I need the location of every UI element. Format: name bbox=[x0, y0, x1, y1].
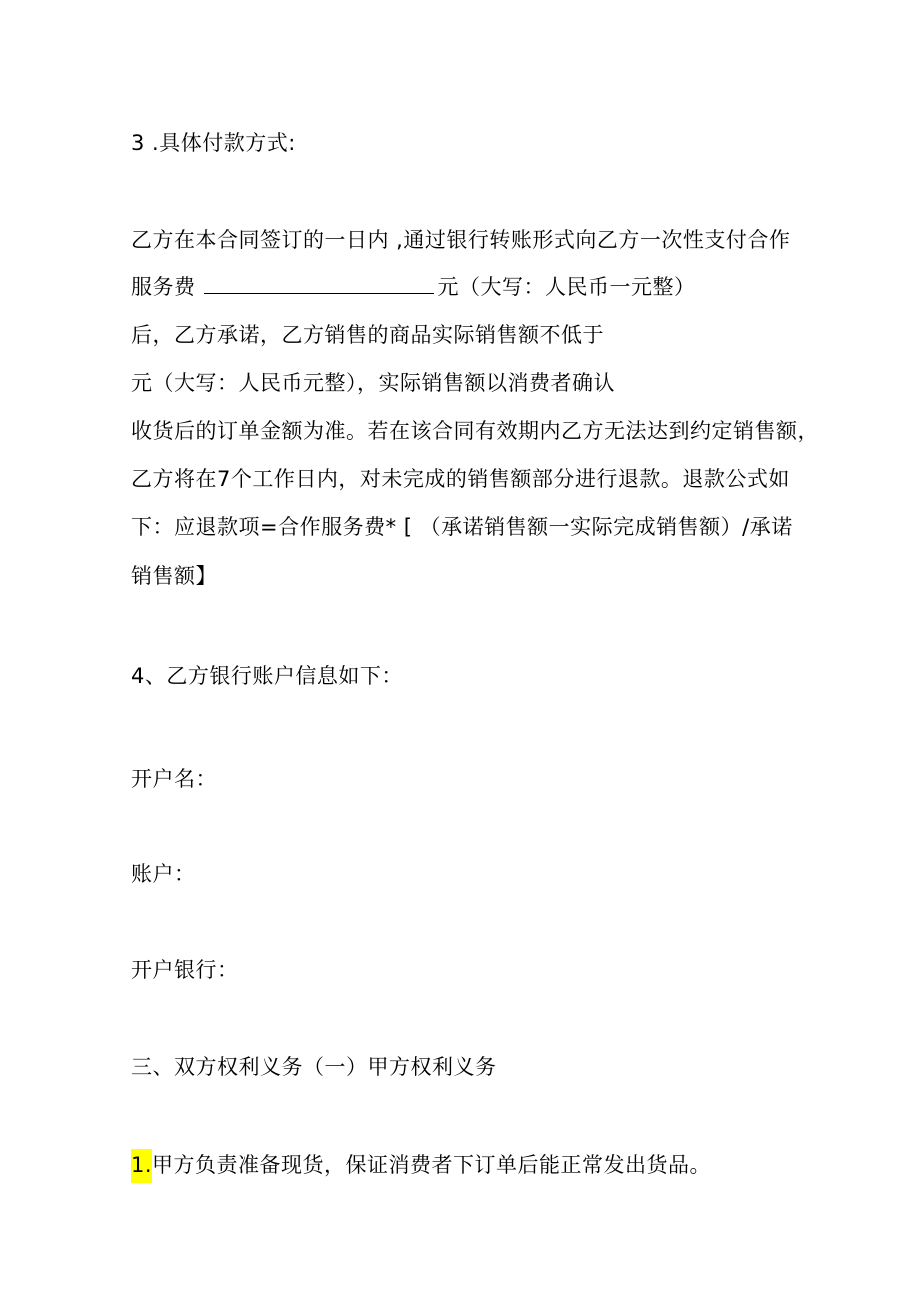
section-three-heading: 三、双方权利义务（一）甲方权利义务 bbox=[131, 1055, 497, 1079]
payment-paragraph-line-1: 乙方在本合同签订的一日内 ,通过银行转账形式向乙方一次性支付合作 bbox=[131, 228, 791, 252]
payment-paragraph-line-6: 乙方将在7个工作日内，对未完成的销售额部分进行退款。退款公式如 bbox=[131, 467, 790, 491]
service-fee-label: 服务费 bbox=[131, 275, 196, 299]
party-a-duty-item-1 bbox=[131, 1150, 711, 1180]
item-1-text: 甲方负责准备现货，保证消费者下订单后能正常发出货品。 bbox=[152, 1153, 712, 1177]
section-4-heading: 4、乙方银行账户信息如下： bbox=[131, 664, 403, 688]
account-name-label: 开户名： bbox=[131, 767, 217, 791]
service-fee-amount-text: 元（大写：人民币一元整） bbox=[437, 275, 696, 299]
bank-name-label: 开户银行： bbox=[131, 958, 239, 982]
payment-paragraph-line-8: 销售额】 bbox=[131, 564, 217, 588]
item-number-highlight: 1. bbox=[131, 1149, 152, 1183]
payment-paragraph-line-4: 元（大写：人民币元整），实际销售额以消费者确认 bbox=[131, 371, 615, 395]
payment-paragraph-line-3: 后，乙方承诺，乙方销售的商品实际销售额不低于 bbox=[131, 323, 604, 347]
service-fee-blank bbox=[204, 275, 434, 294]
section-3-heading: 3 .具体付款方式: bbox=[131, 131, 296, 155]
payment-paragraph-line-2 bbox=[131, 272, 696, 302]
payment-paragraph-line-5: 收货后的订单金额为准。若在该合同有效期内乙方无法达到约定销售额， bbox=[131, 419, 819, 443]
payment-paragraph-line-7: 下：应退款项=合作服务费* [ （承诺销售额一实际完成销售额）/承诺 bbox=[131, 515, 793, 539]
account-number-label: 账户： bbox=[131, 862, 196, 886]
